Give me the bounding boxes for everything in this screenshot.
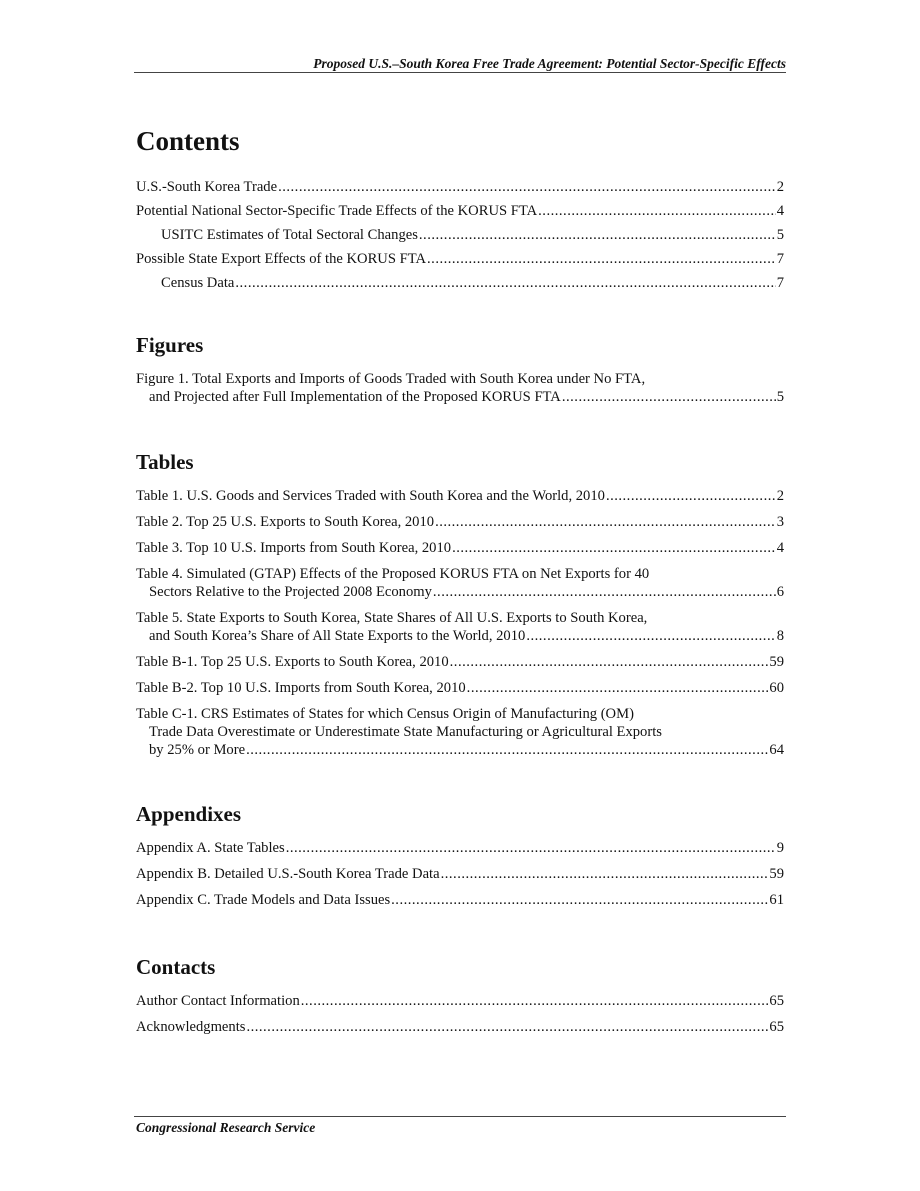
toc-entry-page: 59 bbox=[769, 866, 784, 882]
toc-entry-line: Figure 1. Total Exports and Imports of Goods Traded with South Korea under No FTA, bbox=[136, 371, 646, 387]
toc-entry-page: 2 bbox=[776, 179, 784, 195]
appendixes-list bbox=[136, 839, 784, 909]
dot-leader bbox=[419, 226, 776, 244]
toc-entry[interactable] bbox=[136, 178, 784, 196]
dot-leader bbox=[301, 992, 769, 1010]
toc-entry[interactable] bbox=[136, 992, 784, 1010]
toc-entry-line: Table 5. State Exports to South Korea, State Shares of All U.S. Exports to South Korea, bbox=[136, 610, 648, 626]
toc-entry-label: and Projected after Full Implementation of the Proposed KORUS FTA bbox=[149, 389, 561, 405]
toc-entry-label: Table 2. Top 25 U.S. Exports to South Korea, 2010 bbox=[136, 514, 435, 530]
toc-entry[interactable] bbox=[136, 839, 784, 857]
toc-entry-label: Appendix B. Detailed U.S.-South Korea Trade Data bbox=[136, 866, 440, 882]
contents-list bbox=[136, 178, 784, 292]
toc-entry-label: Table 3. Top 10 U.S. Imports from South Korea, 2010 bbox=[136, 540, 452, 556]
toc-entry[interactable] bbox=[136, 513, 784, 531]
tables-title: Tables bbox=[136, 450, 194, 474]
dot-leader bbox=[450, 653, 769, 671]
toc-entry-label: Author Contact Information bbox=[136, 993, 300, 1009]
dot-leader bbox=[606, 487, 776, 505]
toc-entry-page: 64 bbox=[769, 742, 784, 758]
toc-entry[interactable] bbox=[136, 202, 784, 220]
toc-entry[interactable] bbox=[136, 653, 784, 671]
toc-entry-page: 9 bbox=[776, 840, 784, 856]
toc-entry-page: 8 bbox=[776, 628, 784, 644]
toc-entry[interactable] bbox=[136, 487, 784, 505]
dot-leader bbox=[286, 839, 776, 857]
dot-leader bbox=[433, 583, 776, 601]
running-footer: Congressional Research Service bbox=[136, 1120, 316, 1135]
appendixes-title: Appendixes bbox=[136, 802, 242, 826]
dot-leader bbox=[246, 1018, 768, 1036]
toc-entry-page: 7 bbox=[776, 251, 784, 267]
dot-leader bbox=[467, 679, 769, 697]
toc-entry[interactable] bbox=[136, 865, 784, 883]
toc-entry-page: 2 bbox=[776, 488, 784, 504]
toc-entry-page: 4 bbox=[776, 540, 784, 556]
toc-entry[interactable] bbox=[136, 891, 784, 909]
dot-leader bbox=[391, 891, 768, 909]
figures-title: Figures bbox=[136, 333, 204, 357]
running-header: Proposed U.S.–South Korea Free Trade Agreement: Potential Sector-Specific Effects bbox=[313, 56, 786, 71]
table-of-contents bbox=[136, 124, 784, 1044]
toc-entry[interactable] bbox=[136, 250, 784, 268]
toc-entry[interactable] bbox=[136, 679, 784, 697]
tables-list bbox=[136, 487, 784, 759]
toc-entry-page: 61 bbox=[769, 892, 784, 908]
toc-entry-label: Appendix C. Trade Models and Data Issues bbox=[136, 892, 391, 908]
toc-entry-label: U.S.-South Korea Trade bbox=[136, 179, 278, 195]
toc-subentry[interactable] bbox=[136, 226, 784, 244]
toc-entry-page: 5 bbox=[776, 227, 784, 243]
dot-leader bbox=[562, 388, 776, 406]
toc-entry-label: Possible State Export Effects of the KORUS FTA bbox=[136, 251, 427, 267]
toc-entry[interactable] bbox=[136, 370, 784, 406]
toc-entry-label: Census Data bbox=[161, 275, 235, 291]
toc-entry[interactable] bbox=[136, 609, 784, 645]
toc-entry[interactable] bbox=[136, 565, 784, 601]
dot-leader bbox=[441, 865, 769, 883]
dot-leader bbox=[278, 178, 776, 196]
toc-entry[interactable] bbox=[136, 539, 784, 557]
toc-entry-page: 60 bbox=[769, 680, 784, 696]
toc-entry-page: 4 bbox=[776, 203, 784, 219]
toc-entry[interactable] bbox=[136, 705, 784, 759]
toc-entry-label: Table 1. U.S. Goods and Services Traded with South Korea and the World, 2010 bbox=[136, 488, 605, 504]
toc-entry-page: 6 bbox=[776, 584, 784, 600]
toc-subentry[interactable] bbox=[136, 274, 784, 292]
toc-entry-label: Sectors Relative to the Projected 2008 Economy bbox=[149, 584, 432, 600]
header-divider bbox=[134, 72, 786, 73]
contacts-list bbox=[136, 992, 784, 1036]
dot-leader bbox=[435, 513, 776, 531]
toc-entry-page: 5 bbox=[776, 389, 784, 405]
toc-entry-page: 3 bbox=[776, 514, 784, 530]
toc-entry-page: 65 bbox=[769, 993, 784, 1009]
dot-leader bbox=[526, 627, 775, 645]
dot-leader bbox=[235, 274, 775, 292]
toc-entry-line: Trade Data Overestimate or Underestimate State Manufacturing or Agricultural Exports bbox=[149, 724, 662, 740]
dot-leader bbox=[452, 539, 776, 557]
toc-entry-label: Appendix A. State Tables bbox=[136, 840, 285, 856]
dot-leader bbox=[427, 250, 776, 268]
toc-entry-label: Potential National Sector-Specific Trade Effects of the KORUS FTA bbox=[136, 203, 538, 219]
toc-entry-page: 59 bbox=[769, 654, 784, 670]
footer-divider bbox=[134, 1116, 786, 1117]
toc-entry-line: Table C-1. CRS Estimates of States for which Census Origin of Manufacturing (OM) bbox=[136, 706, 634, 722]
toc-entry-page: 7 bbox=[776, 275, 784, 291]
toc-entry-label: by 25% or More bbox=[149, 742, 246, 758]
toc-entry[interactable] bbox=[136, 1018, 784, 1036]
toc-entry-label: USITC Estimates of Total Sectoral Changes bbox=[161, 227, 418, 243]
toc-entry-label: Table B-2. Top 10 U.S. Imports from South Korea, 2010 bbox=[136, 680, 466, 696]
contents-title: Contents bbox=[136, 126, 240, 156]
dot-leader bbox=[246, 741, 768, 759]
toc-entry-page: 65 bbox=[769, 1019, 784, 1035]
toc-entry-label: Table B-1. Top 25 U.S. Exports to South Korea, 2010 bbox=[136, 654, 449, 670]
toc-entry-label: and South Korea’s Share of All State Exports to the World, 2010 bbox=[149, 628, 526, 644]
toc-entry-line: Table 4. Simulated (GTAP) Effects of the Proposed KORUS FTA on Net Exports for 40 bbox=[136, 566, 650, 582]
toc-entry-label: Acknowledgments bbox=[136, 1019, 246, 1035]
dot-leader bbox=[538, 202, 776, 220]
contacts-title: Contacts bbox=[136, 955, 216, 979]
figures-list bbox=[136, 370, 784, 406]
